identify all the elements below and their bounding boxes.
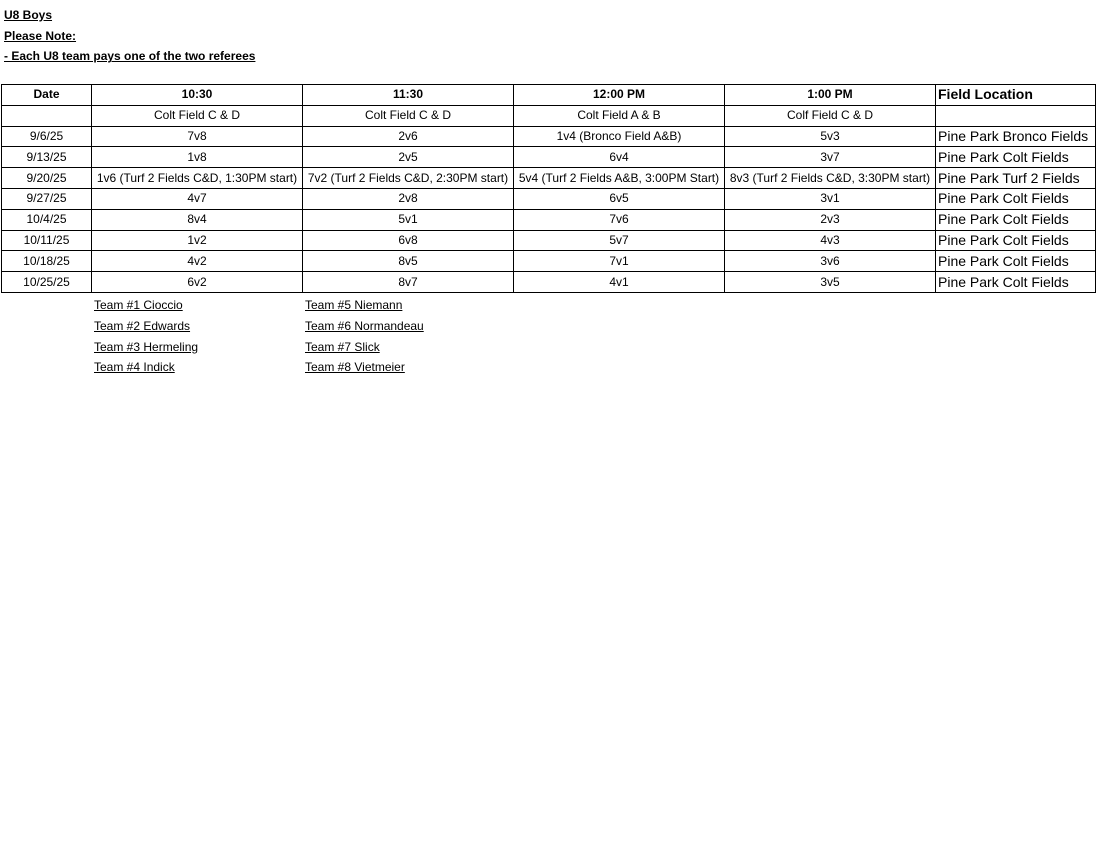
table-cell-location: Pine Park Colt Fields <box>936 209 1096 230</box>
column-header-field-location: Field Location <box>936 85 1096 106</box>
table-cell: 7v2 (Turf 2 Fields C&D, 2:30PM start) <box>303 168 514 189</box>
table-cell: Colt Field C & D <box>303 105 514 126</box>
table-cell-date: 10/18/25 <box>2 251 92 272</box>
table-cell: 7v6 <box>514 209 725 230</box>
table-cell: 7v1 <box>514 251 725 272</box>
table-cell: 8v3 (Turf 2 Fields C&D, 3:30PM start) <box>725 168 936 189</box>
table-cell-date: 9/13/25 <box>2 147 92 168</box>
table-cell-date: 9/27/25 <box>2 188 92 209</box>
column-header-1030: 10:30 <box>92 85 303 106</box>
column-header-1130: 11:30 <box>303 85 514 106</box>
note-label: Please Note: <box>4 28 77 43</box>
table-cell-date: 9/20/25 <box>2 168 92 189</box>
team-name-4: Team #4 Indick <box>94 360 175 375</box>
table-cell: 4v7 <box>92 188 303 209</box>
table-cell: 6v4 <box>514 147 725 168</box>
column-header-date: Date <box>2 85 92 106</box>
team-name-7: Team #7 Slick <box>305 339 380 354</box>
table-cell: 5v1 <box>303 209 514 230</box>
table-cell: 5v3 <box>725 126 936 147</box>
table-cell: 6v5 <box>514 188 725 209</box>
page-title: U8 Boys <box>4 8 53 22</box>
table-cell: 1v8 <box>92 147 303 168</box>
note-text: - Each U8 team pays one of the two referees <box>4 49 256 64</box>
table-cell-location: Pine Park Turf 2 Fields <box>936 168 1096 189</box>
table-row <box>2 126 1096 147</box>
table-row <box>2 209 1096 230</box>
table-row <box>2 147 1096 168</box>
team-list-5-8 <box>305 295 424 378</box>
document-header <box>4 5 255 67</box>
team-list-1-4 <box>94 295 198 378</box>
table-cell-location: Pine Park Bronco Fields <box>936 126 1096 147</box>
team-name-2: Team #2 Edwards <box>94 318 191 333</box>
table-cell: 8v4 <box>92 209 303 230</box>
table-cell: 6v2 <box>92 272 303 293</box>
table-cell-location: Pine Park Colt Fields <box>936 147 1096 168</box>
table-cell: 4v2 <box>92 251 303 272</box>
table-cell <box>936 105 1096 126</box>
table-cell: Colf Field C & D <box>725 105 936 126</box>
table-cell: 5v4 (Turf 2 Fields A&B, 3:00PM Start) <box>514 168 725 189</box>
table-cell: 4v3 <box>725 230 936 251</box>
table-cell: 5v7 <box>514 230 725 251</box>
table-cell: 1v6 (Turf 2 Fields C&D, 1:30PM start) <box>92 168 303 189</box>
column-header-100: 1:00 PM <box>725 85 936 106</box>
table-cell: 2v8 <box>303 188 514 209</box>
team-name-3: Team #3 Hermeling <box>94 339 199 354</box>
table-cell: 1v2 <box>92 230 303 251</box>
table-cell: 2v6 <box>303 126 514 147</box>
table-cell: 3v1 <box>725 188 936 209</box>
table-row <box>2 188 1096 209</box>
table-cell-date: 10/4/25 <box>2 209 92 230</box>
table-cell <box>2 105 92 126</box>
table-cell: 8v5 <box>303 251 514 272</box>
table-row <box>2 230 1096 251</box>
table-header-row <box>2 85 1096 106</box>
table-cell: 2v5 <box>303 147 514 168</box>
table-cell-date: 10/25/25 <box>2 272 92 293</box>
team-name-6: Team #6 Normandeau <box>305 318 424 333</box>
team-name-5: Team #5 Niemann <box>305 298 403 312</box>
table-cell: Colt Field A & B <box>514 105 725 126</box>
table-cell: 3v6 <box>725 251 936 272</box>
table-cell: 1v4 (Bronco Field A&B) <box>514 126 725 147</box>
table-cell: 7v8 <box>92 126 303 147</box>
field-subheader-row <box>2 105 1096 126</box>
table-cell: 4v1 <box>514 272 725 293</box>
table-cell: Colt Field C & D <box>92 105 303 126</box>
table-cell-location: Pine Park Colt Fields <box>936 230 1096 251</box>
table-cell: 8v7 <box>303 272 514 293</box>
table-row <box>2 168 1096 189</box>
table-cell: 3v7 <box>725 147 936 168</box>
column-header-1200: 12:00 PM <box>514 85 725 106</box>
table-cell: 3v5 <box>725 272 936 293</box>
table-cell-date: 9/6/25 <box>2 126 92 147</box>
table-cell: 6v8 <box>303 230 514 251</box>
table-cell-location: Pine Park Colt Fields <box>936 272 1096 293</box>
table-cell-location: Pine Park Colt Fields <box>936 251 1096 272</box>
table-cell-date: 10/11/25 <box>2 230 92 251</box>
team-name-1: Team #1 Cioccio <box>94 298 183 312</box>
table-cell: 2v3 <box>725 209 936 230</box>
table-row <box>2 251 1096 272</box>
table-row <box>2 272 1096 293</box>
table-cell-location: Pine Park Colt Fields <box>936 188 1096 209</box>
schedule-table <box>1 84 1096 293</box>
team-name-8: Team #8 Vietmeier <box>305 360 405 375</box>
